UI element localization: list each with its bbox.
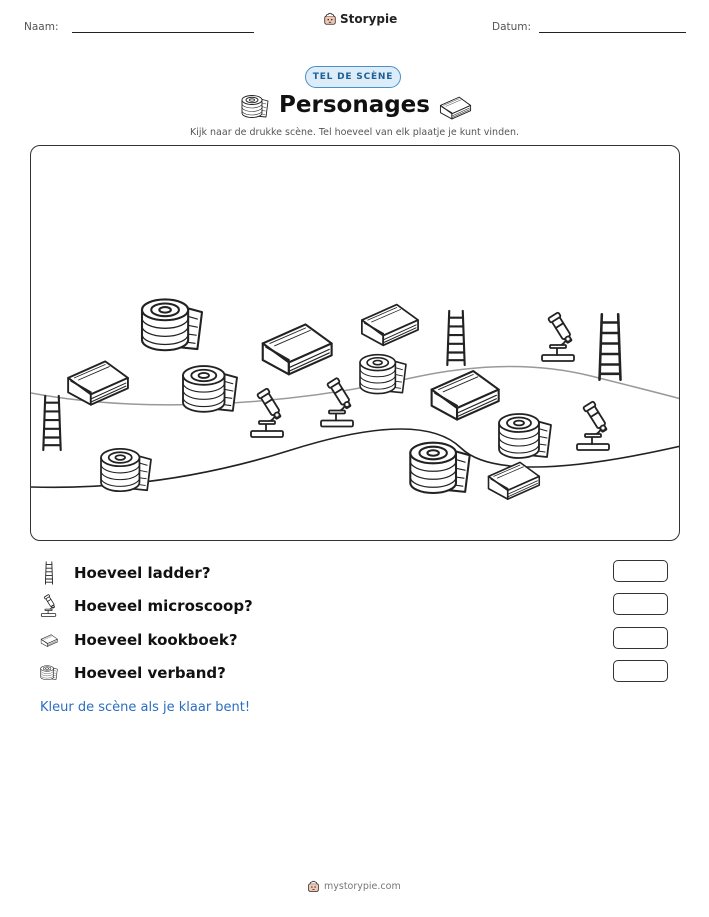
bandage-roll-icon (40, 661, 58, 685)
storypie-mascot-icon (323, 12, 337, 26)
microscope-icon (577, 401, 610, 450)
question-text: Hoeveel ladder? (74, 564, 211, 582)
cookbook-icon (40, 628, 58, 652)
question-text: Hoeveel kookboek? (74, 631, 238, 649)
counting-scene (30, 145, 680, 541)
closing-note: Kleur de scène als je klaar bent! (40, 700, 251, 715)
ladder-icon (43, 396, 60, 450)
date-line[interactable] (539, 32, 686, 33)
microscope-icon (251, 388, 284, 437)
answer-box-microscope[interactable] (613, 593, 668, 615)
question-text: Hoeveel verband? (74, 664, 226, 682)
bandage-roll-icon (410, 443, 469, 493)
bandage-roll-icon (360, 355, 406, 394)
ladder-icon (40, 561, 58, 585)
name-label: Naam: (24, 21, 59, 33)
name-line[interactable] (72, 32, 254, 33)
cookbook-icon (438, 94, 472, 120)
question-cookbook (40, 628, 238, 652)
date-label: Datum: (492, 21, 532, 33)
cookbook-icon (68, 361, 128, 404)
cookbook-icon (432, 371, 499, 420)
ladder-icon (447, 311, 464, 365)
ladder-icon (600, 314, 621, 379)
bandage-roll-icon (499, 414, 551, 458)
question-ladder (40, 561, 211, 585)
answer-box-bandage[interactable] (613, 660, 668, 682)
cookbook-icon (489, 462, 540, 499)
brand-logo (323, 12, 397, 26)
cookbook-icon (362, 305, 418, 346)
cookbook-icon (263, 324, 332, 374)
scene-drawing (31, 146, 680, 541)
answer-box-ladder[interactable] (613, 560, 668, 582)
footer (307, 880, 401, 893)
question-text: Hoeveel microscoop? (74, 597, 253, 615)
microscope-icon (542, 312, 575, 361)
question-bandage (40, 661, 226, 685)
brand-name: Storypie (340, 12, 398, 26)
page-title: Personages (279, 92, 430, 118)
microscope-icon (321, 378, 354, 427)
bandage-roll-icon (101, 449, 151, 491)
instructions: Kijk naar de drukke scène. Tel hoeveel van elk plaatje je kunt vinden. (190, 127, 519, 138)
question-microscope (40, 594, 253, 618)
bandage-roll-icon (183, 366, 237, 412)
storypie-mascot-icon (307, 880, 320, 893)
bandage-roll-icon (142, 299, 202, 350)
microscope-icon (40, 594, 58, 618)
worksheet-type-badge: TEL DE SCÈNE (305, 66, 401, 88)
answer-box-cookbook[interactable] (613, 627, 668, 649)
footer-site: mystorypie.com (324, 881, 401, 892)
